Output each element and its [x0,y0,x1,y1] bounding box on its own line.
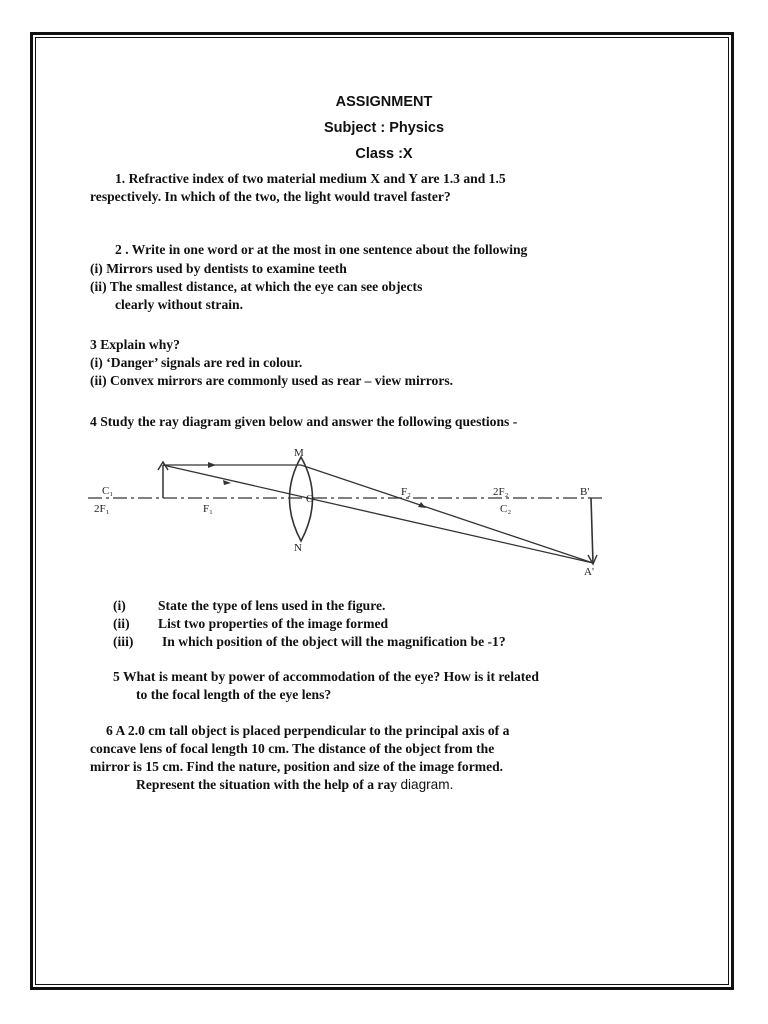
ray-diagram [88,445,618,580]
subject-line: Subject : Physics [323,120,445,136]
q2-item-ii-cont: clearly without strain. [115,297,243,312]
q4-sub-i-text: State the type of lens used in the figure. [158,598,386,613]
q4-sub-i-num: (i) [113,598,126,613]
q6-line-4 [136,776,453,794]
q2-item-i: (i) Mirrors used by dentists to examine teeth [90,261,347,276]
label-o: O [306,493,314,505]
central-ray [163,465,593,563]
q6-line-3: mirror is 15 cm. Find the nature, position and size of the image formed. [90,759,504,774]
q1-line-1: 1. Refractive index of two material medium X and Y are 1.3 and 1.5 [115,171,506,186]
label-n: N [294,542,302,554]
refracted-ray [301,465,593,563]
q2-line-1: 2 . Write in one word or at the most in one sentence about the following [115,242,528,257]
q3-item-i: (i) ‘Danger’ signals are red in colour. [90,355,303,370]
label-c1: C₁ [102,485,114,497]
label-m: M [294,447,304,459]
label-f2: F₂ [401,486,411,498]
label-2f1: 2F₁ [94,503,110,515]
q6-line-2: concave lens of focal length 10 cm. The distance of the object from the [90,741,495,756]
image-arrow [591,498,593,563]
label-c2: C₂ [500,503,512,515]
q4-sub-iii-num: (iii) [113,634,134,649]
q5-line-2: to the focal length of the eye lens? [136,687,332,702]
q4-sub-ii-num: (ii) [113,616,130,631]
q3-line-1: 3 Explain why? [90,337,180,352]
class-line: Class :X [355,146,413,162]
q3-item-ii: (ii) Convex mirrors are commonly used as rear – view mirrors. [90,373,454,388]
q6-line-1: 6 A 2.0 cm tall object is placed perpendicular to the principal axis of a [106,723,510,738]
q4-line-1: 4 Study the ray diagram given below and answer the following questions - [90,414,518,429]
q2-item-ii: (ii) The smallest distance, at which the eye can see objects [90,279,423,294]
label-b-prime: B' [580,486,590,498]
label-f1: F₁ [203,503,213,515]
label-a-prime: A' [584,566,594,578]
q6-line-4-tail: diagram. [400,777,454,792]
ray-arrow [208,462,216,468]
label-2f2: 2F₂ [493,486,509,498]
assignment-title: ASSIGNMENT [335,94,433,110]
q6-line-4-text: Represent the situation with the help of a ray [136,777,398,792]
q4-sub-ii-text: List two properties of the image formed [158,616,389,631]
ray-arrow [418,502,426,508]
q1-line-2: respectively. In which of the two, the light would travel faster? [90,189,451,204]
q4-sub-iii-text: In which position of the object will the magnification be -1? [162,634,506,649]
q5-line-1: 5 What is meant by power of accommodation of the eye? How is it related [113,669,539,684]
